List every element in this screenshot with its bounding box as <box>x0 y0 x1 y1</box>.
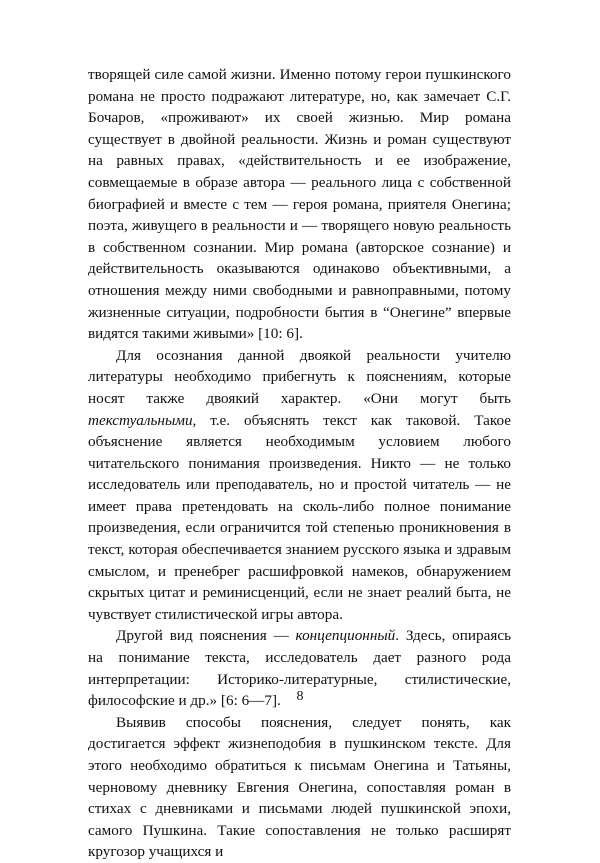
paragraph-2 <box>88 345 511 626</box>
paragraph-3-italic-term: концепционный <box>295 627 396 645</box>
paragraph-3-text-a: Другой вид пояснения — <box>116 627 296 645</box>
page-body <box>88 64 511 863</box>
paragraph-2-italic-term: текстуальными <box>88 411 193 429</box>
page-number: 8 <box>296 689 304 704</box>
paragraph-2-text-a: Для осознания данной двоякой реальности учителю литературы необходимо прибегнуть к пояснениям, которые носят также двоякий характер. «Они могут быть <box>88 346 511 407</box>
paragraph-2-text-b: , т.е. объяснять текст как таковой. Такое объяснение является необходимым условием любого читательского понимания произведения. Никто — не только исследователь или преподаватель, но и простой читатель — не имеет права претендовать на сколь-либо полное понимание произведения, если ограничится той степенью проникновения в текст, которая обеспечивается знанием русского языка и здравым смыслом, и пренебрег расшифровкой намеков, обнаружением скрытых цитат и реминисценций, если не знает реалий быта, не чувствует стилистической игры автора. <box>88 411 511 623</box>
paragraph-1 <box>88 64 511 345</box>
paragraph-3-text-b: . Здесь, опираясь на понимание текста, исследователь дает разного рода интерпретации: Историко-литературные, стилистические, философские и др.» [6: 6—7]. <box>88 627 511 710</box>
paragraph-1-text: творящей силе самой жизни. Именно потому герои пушкинского романа не просто подражают литературе, но, как замечает С.Г. Бочаров, «проживают» их своей жизнью. Мир романа существует в двойной реальности. Жизнь и роман существуют на равных правах, «действительность и ее изображение, совмещаемые в образе автора — реального лица с собственной биографией и вместе с тем — героя романа, приятеля Онегина; поэта, живущего в реальности и — творящего новую реальность в собственном сознании. Мир романа (авторское сознание) и действительность оказываются одинаково объективными, а отношения между ними свободными и равноправными, потому жизненные ситуации, подробности бытия в “Онегине” впервые видятся такими живыми» [10: 6]. <box>88 66 511 343</box>
paragraph-4 <box>88 712 511 863</box>
paragraph-4-text: Выявив способы пояснения, следует понять, как достигается эффект жизнеподобия в пушкинском тексте. Для этого необходимо обратиться к письмам Онегина и Татьяны, черновому дневнику Евгения Онегина, сопоставляя роман в стихах с дневниками и письмами людей пушкинской эпохи, самого Пушкина. Такие сопоставления не только расширят кругозор учащихся и <box>88 713 511 861</box>
